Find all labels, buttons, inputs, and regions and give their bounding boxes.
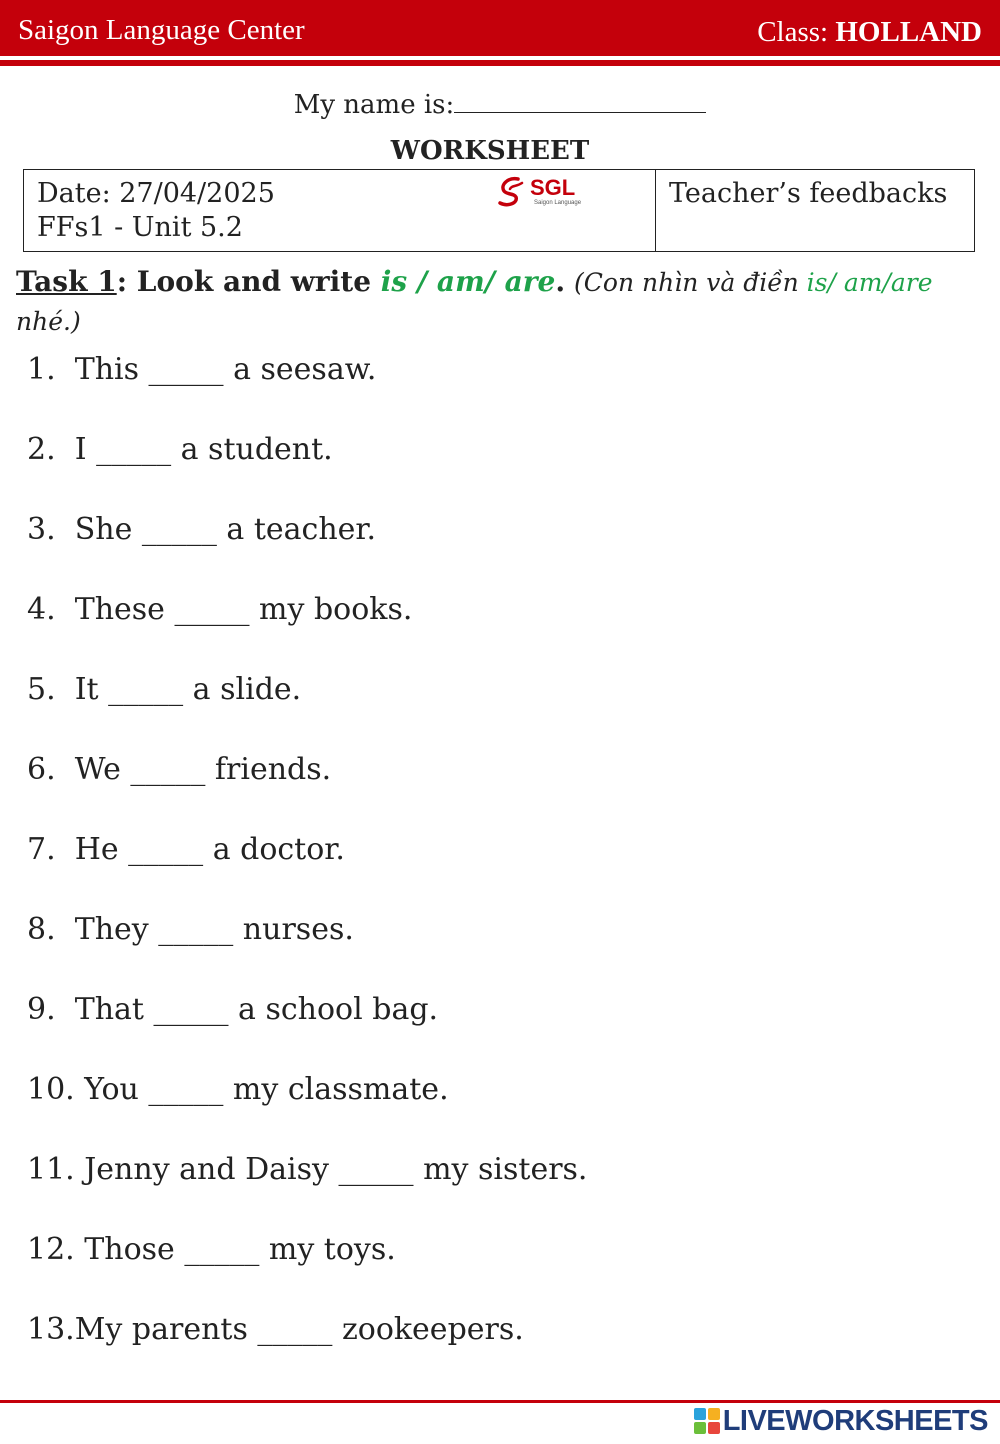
exercise-item[interactable]	[27, 752, 331, 787]
exercise-item[interactable]	[27, 992, 438, 1027]
task-note-green: is/ am/are	[806, 268, 933, 297]
item-number: 13.	[27, 1312, 75, 1347]
item-number: 6.	[27, 752, 56, 787]
exercise-item[interactable]	[27, 512, 376, 547]
worksheet-title: WORKSHEET	[390, 136, 590, 166]
item-number: 1.	[27, 352, 56, 387]
exercise-item[interactable]	[27, 672, 301, 707]
item-number: 12.	[27, 1232, 75, 1267]
item-number: 8.	[27, 912, 56, 947]
exercise-item[interactable]	[27, 352, 376, 387]
item-text: She _____ a teacher.	[74, 512, 376, 547]
class-label: Class:	[757, 16, 829, 48]
exercise-item[interactable]	[27, 1232, 396, 1267]
item-text: It _____ a slide.	[74, 672, 302, 707]
item-number: 4.	[27, 592, 56, 627]
item-text: He _____ a doctor.	[74, 832, 345, 867]
item-text: Those _____ my toys.	[84, 1232, 396, 1267]
name-line	[0, 88, 1000, 120]
item-number: 3.	[27, 512, 56, 547]
task-instruction	[16, 263, 986, 341]
item-text: My parents _____ zookeepers.	[74, 1312, 524, 1347]
item-text: You _____ my classmate.	[84, 1072, 449, 1107]
header-divider	[0, 60, 1000, 66]
task-main-text: : Look and write	[116, 265, 381, 298]
class-value: HOLLAND	[835, 16, 982, 48]
item-text: Jenny and Daisy _____ my sisters.	[84, 1152, 588, 1187]
center-name: Saigon Language Center	[18, 14, 305, 46]
exercise-item[interactable]	[27, 832, 345, 867]
item-text: This _____ a seesaw.	[74, 352, 377, 387]
task-options: is / am/ are	[380, 265, 556, 298]
sgl-swirl-icon	[494, 173, 530, 209]
header-bar	[0, 0, 1000, 56]
task-note-close: nhé.)	[16, 307, 81, 336]
unit-text: FFs1 - Unit 5.2	[37, 212, 243, 243]
info-table	[23, 169, 975, 252]
table-divider	[655, 170, 656, 251]
item-text: That _____ a school bag.	[74, 992, 439, 1027]
item-number: 5.	[27, 672, 56, 707]
sgl-logo	[494, 173, 594, 209]
item-text: I _____ a student.	[74, 432, 333, 467]
liveworksheets-brand: LIVEWORKSHEETS	[722, 1404, 988, 1437]
class-info	[757, 16, 982, 49]
item-number: 10.	[27, 1072, 75, 1107]
logo-text: SGL	[530, 175, 576, 200]
exercise-item[interactable]	[27, 432, 333, 467]
teacher-feedback-label: Teacher’s feedbacks	[669, 178, 948, 209]
item-number: 11.	[27, 1152, 75, 1187]
exercise-item[interactable]	[27, 912, 354, 947]
item-text: We _____ friends.	[74, 752, 332, 787]
task-label: Task 1	[16, 265, 117, 298]
task-period: .	[555, 265, 566, 298]
exercise-item[interactable]	[27, 592, 412, 627]
item-text: These _____ my books.	[74, 592, 413, 627]
name-prompt: My name is:	[293, 90, 455, 120]
exercise-item[interactable]	[27, 1312, 524, 1347]
item-number: 2.	[27, 432, 56, 467]
item-text: They _____ nurses.	[74, 912, 354, 947]
logo-subtext: Saigon Language	[534, 200, 582, 206]
liveworksheets-logo[interactable]	[694, 1403, 988, 1439]
exercise-item[interactable]	[27, 1152, 587, 1187]
liveworksheets-grid-icon	[694, 1408, 720, 1434]
task-note-open: (Con nhìn và điền	[574, 268, 807, 297]
exercise-item[interactable]	[27, 1072, 449, 1107]
item-number: 9.	[27, 992, 56, 1027]
name-blank[interactable]	[454, 88, 706, 113]
item-number: 7.	[27, 832, 56, 867]
date-text: Date: 27/04/2025	[37, 178, 275, 209]
